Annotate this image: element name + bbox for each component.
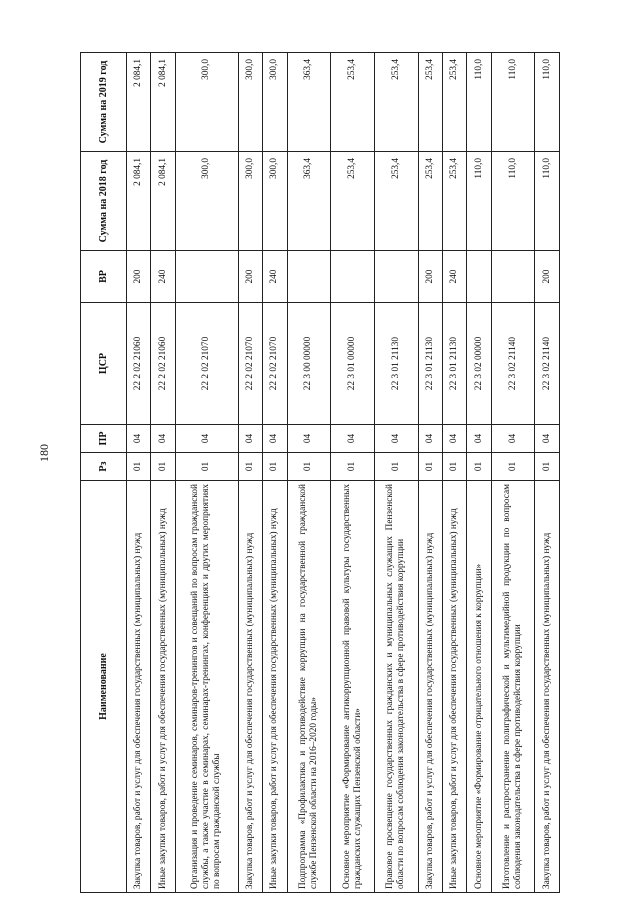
cell-pr: 04 — [263, 425, 287, 453]
cell-vr: 240 — [442, 251, 466, 303]
cell-name: Иные закупки товаров, работ и услуг для обеспечения государственных (муниципальных) нужд — [442, 481, 466, 893]
cell-sum-2019: 300,0 — [238, 53, 262, 152]
cell-sum-2019: 2 084,1 — [151, 53, 175, 152]
cell-vr: 200 — [418, 251, 442, 303]
rotated-page — [80, 53, 560, 893]
cell-rz: 01 — [175, 453, 238, 481]
cell-pr: 04 — [535, 425, 560, 453]
cell-sum-2019: 110,0 — [491, 53, 535, 152]
cell-sum-2018: 300,0 — [175, 152, 238, 251]
table-row — [263, 53, 287, 893]
cell-csr: 22 2 02 21070 — [175, 303, 238, 425]
cell-vr — [374, 251, 418, 303]
cell-pr: 04 — [467, 425, 491, 453]
table-row — [287, 53, 331, 893]
cell-csr: 22 2 02 21060 — [151, 303, 175, 425]
header-sum-2018: Сумма на 2018 год — [81, 152, 127, 251]
cell-csr: 22 3 01 21130 — [374, 303, 418, 425]
cell-rz: 01 — [151, 453, 175, 481]
cell-name: Изготовление и распространение полиграфической и мультимедийной продукции по вопросам соблюдения законодательства в сфере противодействия коррупции — [491, 481, 535, 893]
table-row — [151, 53, 175, 893]
cell-rz: 01 — [418, 453, 442, 481]
cell-sum-2019: 253,4 — [442, 53, 466, 152]
cell-pr: 04 — [287, 425, 331, 453]
cell-csr: 22 2 02 21070 — [263, 303, 287, 425]
cell-sum-2019: 253,4 — [331, 53, 375, 152]
cell-sum-2018: 300,0 — [263, 152, 287, 251]
cell-name: Основное мероприятие «Формирование антикоррупционной правовой культуры государственных гражданских служащих Пензенской области» — [331, 481, 375, 893]
cell-vr: 200 — [127, 251, 151, 303]
cell-vr: 200 — [535, 251, 560, 303]
table-row — [418, 53, 442, 893]
cell-rz: 01 — [491, 453, 535, 481]
cell-name: Организация и проведение семинаров, семинаров-тренингов и совещаний по вопросам гражданской службы, а также участие в семинарах, семинарах-тренингах, конференциях и других мероприятиях по вопросам гражданской службы — [175, 481, 238, 893]
cell-sum-2018: 363,4 — [287, 152, 331, 251]
header-name: Наименование — [81, 481, 127, 893]
cell-sum-2019: 110,0 — [535, 53, 560, 152]
table-row — [175, 53, 238, 893]
cell-pr: 04 — [442, 425, 466, 453]
cell-pr: 04 — [491, 425, 535, 453]
cell-sum-2019: 2 084,1 — [127, 53, 151, 152]
cell-rz: 01 — [535, 453, 560, 481]
cell-name: Иные закупки товаров, работ и услуг для обеспечения государственных (муниципальных) нужд — [151, 481, 175, 893]
cell-pr: 04 — [127, 425, 151, 453]
cell-sum-2018: 253,4 — [442, 152, 466, 251]
cell-vr: 240 — [151, 251, 175, 303]
cell-vr: 240 — [263, 251, 287, 303]
cell-sum-2018: 300,0 — [238, 152, 262, 251]
table-row — [374, 53, 418, 893]
cell-rz: 01 — [442, 453, 466, 481]
table-row — [238, 53, 262, 893]
cell-csr: 22 2 02 21060 — [127, 303, 151, 425]
cell-rz: 01 — [374, 453, 418, 481]
cell-sum-2018: 253,4 — [374, 152, 418, 251]
cell-vr — [467, 251, 491, 303]
cell-pr: 04 — [331, 425, 375, 453]
cell-sum-2018: 253,4 — [331, 152, 375, 251]
cell-rz: 01 — [238, 453, 262, 481]
cell-vr — [175, 251, 238, 303]
cell-csr: 22 3 01 21130 — [442, 303, 466, 425]
cell-sum-2018: 110,0 — [491, 152, 535, 251]
cell-sum-2018: 2 084,1 — [151, 152, 175, 251]
cell-name: Иные закупки товаров, работ и услуг для обеспечения государственных (муниципальных) нужд — [263, 481, 287, 893]
cell-pr: 04 — [374, 425, 418, 453]
cell-sum-2019: 300,0 — [263, 53, 287, 152]
cell-csr: 22 3 01 00000 — [331, 303, 375, 425]
header-pr: ПР — [81, 425, 127, 453]
budget-table — [80, 52, 560, 893]
cell-csr: 22 2 02 21070 — [238, 303, 262, 425]
cell-pr: 04 — [418, 425, 442, 453]
cell-sum-2018: 110,0 — [535, 152, 560, 251]
cell-sum-2019: 253,4 — [418, 53, 442, 152]
page-number: 180 — [37, 444, 51, 462]
cell-csr: 22 3 00 00000 — [287, 303, 331, 425]
cell-name: Закупка товаров, работ и услуг для обеспечения государственных (муниципальных) нужд — [535, 481, 560, 893]
cell-vr — [491, 251, 535, 303]
cell-sum-2018: 2 084,1 — [127, 152, 151, 251]
cell-csr: 22 3 01 21130 — [418, 303, 442, 425]
cell-csr: 22 3 02 21140 — [535, 303, 560, 425]
table-row — [127, 53, 151, 893]
cell-csr: 22 3 02 21140 — [491, 303, 535, 425]
table-row — [331, 53, 375, 893]
cell-csr: 22 3 02 00000 — [467, 303, 491, 425]
table-row — [467, 53, 491, 893]
header-rz: Рз — [81, 453, 127, 481]
header-vr: ВР — [81, 251, 127, 303]
cell-name: Подпрограмма «Профилактика и противодействие коррупции на государственной гражданской службе Пензенской области на 2016–2020 годы» — [287, 481, 331, 893]
cell-vr: 200 — [238, 251, 262, 303]
cell-rz: 01 — [467, 453, 491, 481]
table-row — [491, 53, 535, 893]
cell-sum-2019: 363,4 — [287, 53, 331, 152]
table-wrapper — [80, 53, 560, 893]
header-sum-2019: Сумма на 2019 год — [81, 53, 127, 152]
cell-sum-2018: 110,0 — [467, 152, 491, 251]
header-row — [81, 53, 127, 893]
cell-vr — [331, 251, 375, 303]
cell-name: Закупка товаров, работ и услуг для обеспечения государственных (муниципальных) нужд — [127, 481, 151, 893]
cell-sum-2019: 110,0 — [467, 53, 491, 152]
cell-name: Основное мероприятие «Формирование отрицательного отношения к коррупции» — [467, 481, 491, 893]
cell-sum-2018: 253,4 — [418, 152, 442, 251]
cell-rz: 01 — [263, 453, 287, 481]
cell-rz: 01 — [331, 453, 375, 481]
cell-pr: 04 — [238, 425, 262, 453]
cell-name: Закупка товаров, работ и услуг для обеспечения государственных (муниципальных) нужд — [418, 481, 442, 893]
cell-name: Закупка товаров, работ и услуг для обеспечения государственных (муниципальных) нужд — [238, 481, 262, 893]
table-row — [535, 53, 560, 893]
cell-rz: 01 — [287, 453, 331, 481]
header-csr: ЦСР — [81, 303, 127, 425]
cell-sum-2019: 253,4 — [374, 53, 418, 152]
cell-pr: 04 — [151, 425, 175, 453]
cell-rz: 01 — [127, 453, 151, 481]
cell-name: Правовое просвещение государственных гражданских и муниципальных служащих Пензенской области по вопросам соблюдения законодательства в сфере противодействия коррупции — [374, 481, 418, 893]
cell-pr: 04 — [175, 425, 238, 453]
cell-sum-2019: 300,0 — [175, 53, 238, 152]
table-row — [442, 53, 466, 893]
cell-vr — [287, 251, 331, 303]
